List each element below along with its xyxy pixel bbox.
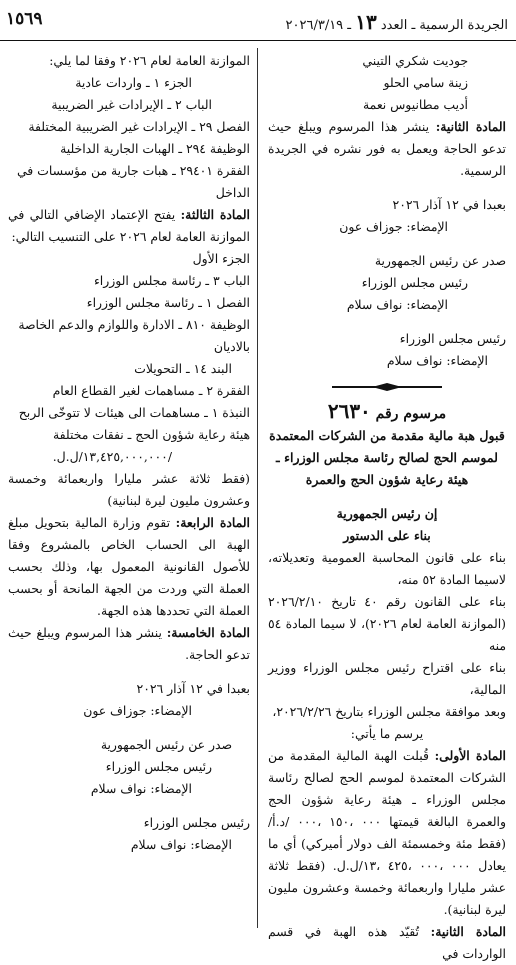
article-1	[268, 745, 506, 921]
pm-signature: الإمضاء: نواف سلام	[130, 837, 232, 852]
budget-item: الوظيفة ٢٩٤ ـ الهبات الجارية الداخلية	[60, 141, 250, 156]
article-label: المادة الخامسة:	[166, 625, 250, 640]
signatory-name: زينة سامي الحلو	[383, 75, 468, 90]
decree-label: مرسوم رقم	[375, 406, 447, 422]
budget-item: الفصل ٢٩ ـ الإيرادات غير الضريبية المختلفة	[28, 119, 250, 134]
issued-by: صدر عن رئيس الجمهورية	[374, 253, 506, 268]
left-column	[8, 50, 250, 856]
allocation-item: الوظيفة ٨١٠ ـ الادارة واللوازم والدعم الخاصة بالاديان	[18, 317, 250, 354]
section-divider	[332, 380, 442, 394]
amount-in-words: (فقط ثلاثة عشر مليارا واربعمائة وخمسة وعشرون مليون ليرة لبنانية)	[8, 471, 250, 508]
budget-intro: الموازنة العامة لعام ٢٠٢٦ وفقا لما يلي:	[49, 53, 250, 68]
pm-signature: الإمضاء: نواف سلام	[346, 297, 448, 312]
article-label: المادة الثانية:	[435, 119, 506, 134]
article-text: يفتح الإعتماد الإضافي التالي في الموازنة العامة لعام ٢٠٢٦ على التنسيب التالي:	[8, 207, 250, 244]
decree-heading	[268, 400, 506, 425]
article-5	[8, 622, 250, 666]
signatory-name: أديب مطانيوس نعمة	[363, 97, 468, 112]
issue-number: ١٣	[355, 10, 377, 34]
column-divider	[257, 48, 258, 928]
signatory-name: جوديت شكري التيني	[362, 53, 468, 68]
based-on-1: بناء على قانون المحاسبة العمومية وتعديلاته، لاسيما المادة ٥٢ منه،	[268, 550, 506, 587]
based-on-4: وبعد موافقة مجلس الوزراء بتاريخ ٢٠٢٦/٢/٢٦،	[272, 704, 506, 719]
decree-number: ٢٦٣٠	[327, 399, 371, 423]
president-heading: إن رئيس الجمهورية	[336, 506, 438, 521]
allocation-item: النبذة ١ ـ مساهمات الى هيئات لا تتوخّى الربح	[18, 405, 250, 420]
pm-title: رئيس مجلس الوزراء	[105, 759, 212, 774]
date-line: بعبدا في ١٢ آذار ٢٠٢٦	[392, 197, 506, 212]
decrees-line: يرسم ما يأتي:	[350, 726, 424, 741]
article-2	[268, 116, 506, 182]
issued-by: صدر عن رئيس الجمهورية	[100, 737, 232, 752]
based-on-2: بناء على القانون رقم ٤٠ تاريخ ٢٠٢٦/٢/١٠ (الموازنة العامة لعام ٢٠٢٦)، لا سيما المادة ٥٤ منه	[268, 594, 506, 653]
allocation-item: الفقرة ٢ ـ مساهمات لغير القطاع العام	[52, 383, 250, 398]
article-text: تقوم وزارة المالية بتحويل مبلغ الهبة الى الحساب الخاص بالمشروع وفقا للأصول القانونية المعمول بها، وذلك بحسب العملة التي وردت من الجهة المانحة أو بحسب العملة التي تحددها هذه الجهة.	[8, 515, 250, 618]
article-2b	[268, 921, 506, 965]
pm-signature: الإمضاء: نواف سلام	[386, 353, 488, 368]
pm-title: رئيس مجلس الوزراء	[399, 331, 506, 346]
allocation-item: الجزء الأول	[192, 251, 250, 266]
gazette-title	[286, 10, 508, 34]
budget-item: الفقرة ٢٩٤٠١ ـ هبات جارية من مؤسسات في الداخل	[16, 163, 250, 200]
article-label: المادة الثالثة:	[180, 207, 250, 222]
article-3	[8, 204, 250, 248]
gazette-name: الجريدة الرسمية ـ العدد	[380, 18, 508, 33]
article-label: المادة الأولى:	[434, 748, 506, 763]
pm-signature: الإمضاء: نواف سلام	[90, 781, 192, 796]
article-text: تُقيّد هذه الهبة في قسم الواردات في	[268, 924, 506, 961]
issue-date: ـ ٢٠٢٦/٣/١٩	[285, 18, 352, 33]
article-text: ينشر هذا المرسوم ويبلغ حيث تدعو الحاجة.	[8, 625, 250, 662]
right-column	[268, 50, 506, 965]
based-on-3: بناء على اقتراح رئيس مجلس الوزراء ووزير المالية،	[268, 660, 506, 697]
president-signature: الإمضاء: جوزاف عون	[339, 219, 448, 234]
president-signature: الإمضاء: جوزاف عون	[83, 703, 192, 718]
allocation-amount: /١٣,٤٢٥,٠٠٠,٠٠٠/ل.ل.	[52, 449, 172, 464]
page-number: ١٥٦٩	[6, 9, 43, 29]
allocation-item: هيئة رعاية شؤون الحج ـ نفقات مختلفة	[52, 427, 250, 442]
article-label: المادة الثانية:	[430, 924, 506, 939]
article-text: ينشر هذا المرسوم ويبلغ حيث تدعو الحاجة ويعمل به فور نشره في الجريدة الرسمية.	[268, 119, 506, 178]
allocation-item: الباب ٣ ـ رئاسة مجلس الوزراء	[93, 273, 250, 288]
allocation-item: الفصل ١ ـ رئاسة مجلس الوزراء	[86, 295, 250, 310]
budget-item: الجزء ١ ـ واردات عادية	[75, 75, 192, 90]
pm-title: رئيس مجلس الوزراء	[361, 275, 468, 290]
article-label: المادة الرابعة:	[175, 515, 250, 530]
allocation-item: البند ١٤ ـ التحويلات	[134, 361, 232, 376]
decree-title: قبول هبة مالية مقدمة من الشركات المعتمدة لموسم الحج لصالح رئاسة مجلس الوزراء ـ هيئة رعاية شؤون الحج والعمرة	[269, 428, 505, 487]
date-line: بعبدا في ١٢ آذار ٢٠٢٦	[136, 681, 250, 696]
constitution-heading: بناء على الدستور	[343, 528, 431, 543]
pm-title: رئيس مجلس الوزراء	[143, 815, 250, 830]
page-header	[0, 0, 516, 41]
budget-item: الباب ٢ ـ الإيرادات غير الضريبية	[51, 97, 212, 112]
article-text: قُبلت الهبة المالية المقدمة من الشركات المعتمدة لموسم الحج لصالح رئاسة مجلس الوزراء ـ هيئة رعاية شؤون الحج والعمرة البالغة قيمتها ٠٠٠ ،١٥٠ ،٠٠٠ /د.أ/ (فقط مئة وخمسمئة الف دولار أميركي) أي ما يعادل ٠٠٠ ،٠٠٠ ،٤٢٥ ،١٣/ل.ل. (فقط ثلاثة عشر مليارا واربعمائة وخمسة وعشرون مليون ليرة لبنانية).	[268, 748, 506, 917]
article-4	[8, 512, 250, 622]
